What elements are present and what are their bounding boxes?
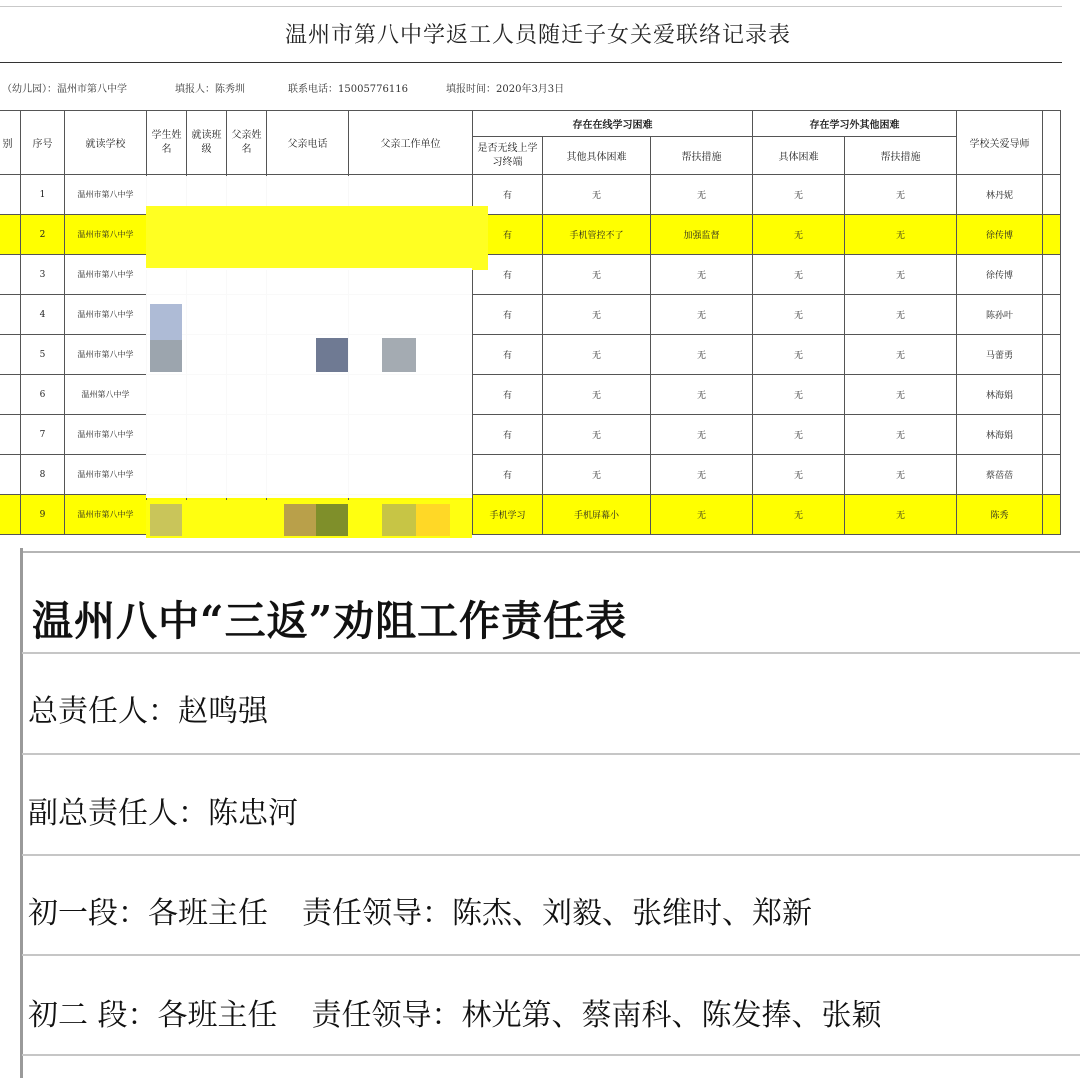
grade2-lead: 初二 段：各班主任: [28, 998, 278, 1033]
cell-help-measure: 无: [651, 495, 753, 535]
cell-mentor: 徐传博: [957, 255, 1043, 295]
cell-other-difficulty: 无: [543, 455, 651, 495]
col-header-parent-name: 父亲姓名: [227, 111, 267, 175]
cell-terminal: 有: [473, 255, 543, 295]
cell-mentor: 徐传博: [957, 215, 1043, 255]
cell-school: 温州市第八中学: [65, 495, 147, 535]
cell-specific-difficulty: 无: [753, 175, 845, 215]
meta-phone: 联系电话：15005776116: [288, 84, 408, 95]
cell-specific-difficulty: 无: [753, 495, 845, 535]
cell-help-measure-2: 无: [845, 335, 957, 375]
cell-specific-difficulty: 无: [753, 455, 845, 495]
cell-index: 6: [21, 375, 65, 415]
meta-filler: 填报人：陈秀圳: [175, 84, 245, 95]
cell-help-measure: 无: [651, 375, 753, 415]
cell-mentor: 林丹妮: [957, 175, 1043, 215]
cell-other-difficulty: 无: [543, 375, 651, 415]
cell-other-difficulty: 手机管控不了: [543, 215, 651, 255]
cell-index: 5: [21, 335, 65, 375]
cell-other-difficulty: 无: [543, 415, 651, 455]
cell-next: [1043, 375, 1061, 415]
cell-help-measure: 无: [651, 255, 753, 295]
grade1-lead: 初一段：各班主任: [28, 896, 268, 931]
blurred-patch: [416, 504, 450, 536]
duty-sheet-title: 温州八中“三返”劝阻工作责任表: [32, 597, 628, 645]
col-header-terminal: 是否无线上学习终端: [473, 137, 543, 175]
grade1-leaders: 责任领导：陈杰、刘毅、张维时、郑新: [302, 896, 812, 931]
cell-index: 3: [21, 255, 65, 295]
group-header-other: 存在学习外其他困难: [753, 111, 957, 137]
row-divider: [22, 954, 1080, 956]
cell-next: [1043, 495, 1061, 535]
cell-help-measure-2: 无: [845, 255, 957, 295]
blurred-patch: [316, 338, 348, 372]
col-header-help-measure: 帮扶措施: [651, 137, 753, 175]
cell-prev: [0, 375, 21, 415]
cell-mentor: 林海娟: [957, 375, 1043, 415]
cell-other-difficulty: 无: [543, 175, 651, 215]
duty-sheet: [0, 548, 1080, 1078]
group-header-online: 存在在线学习困难: [473, 111, 753, 137]
cell-help-measure-2: 无: [845, 295, 957, 335]
chief-responsible: 总责任人：赵鸣强: [28, 694, 268, 729]
cell-school: 温州市第八中学: [65, 455, 147, 495]
cell-help-measure-2: 无: [845, 175, 957, 215]
col-header-mentor: 学校关爱导师: [957, 111, 1043, 175]
cell-specific-difficulty: 无: [753, 335, 845, 375]
cell-index: 4: [21, 295, 65, 335]
blurred-patch: [316, 504, 348, 536]
cell-specific-difficulty: 无: [753, 375, 845, 415]
blurred-patch: [150, 304, 182, 340]
grade2-leaders: 责任领导：林光第、蔡南科、陈发捧、张颖: [311, 998, 882, 1033]
cell-help-measure-2: 无: [845, 455, 957, 495]
cell-index: 2: [21, 215, 65, 255]
cell-next: [1043, 415, 1061, 455]
blurred-patch: [150, 504, 182, 536]
cell-other-difficulty: 无: [543, 335, 651, 375]
cell-help-measure: 无: [651, 335, 753, 375]
blurred-patch: [382, 338, 416, 372]
cell-mentor: 蔡蓓蓓: [957, 455, 1043, 495]
row-divider: [22, 753, 1080, 755]
cell-specific-difficulty: 无: [753, 215, 845, 255]
cell-prev: [0, 295, 21, 335]
cell-index: 8: [21, 455, 65, 495]
cell-school: 温州市第八中学: [65, 335, 147, 375]
cell-terminal: 有: [473, 375, 543, 415]
blurred-patch: [284, 504, 316, 536]
col-header-parent-work: 父亲工作单位: [349, 111, 473, 175]
cell-school: 温州市第八中学: [65, 295, 147, 335]
cell-help-measure: 无: [651, 175, 753, 215]
sheet-top-border: [0, 6, 1062, 7]
col-header-prev: 别: [0, 111, 21, 175]
deputy-responsible: 副总责任人：陈忠河: [28, 796, 298, 831]
cell-index: 7: [21, 415, 65, 455]
cell-other-difficulty: 无: [543, 255, 651, 295]
cell-help-measure: 加强监督: [651, 215, 753, 255]
blurred-patch: [382, 504, 416, 536]
cell-prev: [0, 455, 21, 495]
cell-school: 温州第八中学: [65, 375, 147, 415]
cell-help-measure-2: 无: [845, 375, 957, 415]
cell-other-difficulty: 手机屏幕小: [543, 495, 651, 535]
cell-mentor: 陈秀: [957, 495, 1043, 535]
sheet-left-gridline: [20, 548, 23, 1078]
redaction-block: [146, 206, 488, 270]
meta-time: 填报时间：2020年3月3日: [446, 84, 565, 95]
cell-next: [1043, 335, 1061, 375]
cell-prev: [0, 495, 21, 535]
grade1-row: [28, 888, 812, 932]
col-header-parent-phone: 父亲电话: [267, 111, 349, 175]
grade2-row: [28, 990, 882, 1034]
cell-prev: [0, 215, 21, 255]
cell-mentor: 马蕾勇: [957, 335, 1043, 375]
cell-prev: [0, 255, 21, 295]
cell-specific-difficulty: 无: [753, 295, 845, 335]
cell-terminal: 有: [473, 215, 543, 255]
cell-school: 温州市第八中学: [65, 415, 147, 455]
cell-specific-difficulty: 无: [753, 255, 845, 295]
col-header-school: 就读学校: [65, 111, 147, 175]
cell-help-measure: 无: [651, 455, 753, 495]
sheet-top-border: [20, 551, 1080, 553]
cell-school: 温州市第八中学: [65, 175, 147, 215]
blurred-patch: [150, 340, 182, 372]
cell-terminal: 有: [473, 415, 543, 455]
cell-specific-difficulty: 无: [753, 415, 845, 455]
records-sheet-title: 温州市第八中学返工人员随迁子女关爱联络记录表: [284, 23, 791, 48]
title-divider: [0, 62, 1062, 63]
cell-prev: [0, 415, 21, 455]
col-header-index: 序号: [21, 111, 65, 175]
cell-school: 温州市第八中学: [65, 255, 147, 295]
cell-school: 温州市第八中学: [65, 215, 147, 255]
col-header-specific-difficulty: 具体困难: [753, 137, 845, 175]
col-header-grade: 就读班级: [187, 111, 227, 175]
cell-next: [1043, 295, 1061, 335]
cell-index: 9: [21, 495, 65, 535]
cell-prev: [0, 175, 21, 215]
row-divider: [22, 652, 1080, 654]
col-header-other-difficulty: 其他具体困难: [543, 137, 651, 175]
cell-terminal: 有: [473, 295, 543, 335]
cell-help-measure-2: 无: [845, 415, 957, 455]
row-divider: [22, 1054, 1080, 1056]
cell-terminal: 有: [473, 175, 543, 215]
cell-terminal: 有: [473, 455, 543, 495]
cell-next: [1043, 215, 1061, 255]
row-divider: [22, 854, 1080, 856]
cell-index: 1: [21, 175, 65, 215]
header-row-1: [0, 111, 1061, 137]
cell-help-measure-2: 无: [845, 215, 957, 255]
cell-help-measure: 无: [651, 295, 753, 335]
cell-next: [1043, 455, 1061, 495]
meta-school: （幼儿园）：温州市第八中学: [2, 84, 127, 95]
cell-mentor: 陈孙叶: [957, 295, 1043, 335]
cell-terminal: 手机学习: [473, 495, 543, 535]
cell-help-measure: 无: [651, 415, 753, 455]
cell-next: [1043, 175, 1061, 215]
cell-terminal: 有: [473, 335, 543, 375]
cell-other-difficulty: 无: [543, 295, 651, 335]
cell-help-measure-2: 无: [845, 495, 957, 535]
col-header-next: [1043, 111, 1061, 175]
col-header-help-measure-2: 帮扶措施: [845, 137, 957, 175]
cell-next: [1043, 255, 1061, 295]
redaction-block: [146, 176, 472, 208]
cell-mentor: 林海娟: [957, 415, 1043, 455]
cell-prev: [0, 335, 21, 375]
redaction-block: [146, 268, 472, 498]
col-header-student-name: 学生姓名: [147, 111, 187, 175]
